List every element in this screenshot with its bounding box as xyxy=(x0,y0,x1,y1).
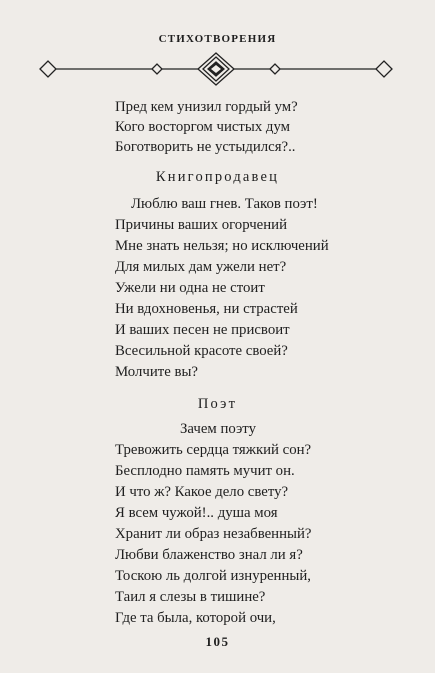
poem-line: Люблю ваш гнев. Таков поэт! xyxy=(131,196,318,212)
ornament-divider-icon xyxy=(38,52,394,86)
poem-line: Таил я слезы в тишине? xyxy=(115,589,266,605)
poem-line: Бесплодно память мучит он. xyxy=(115,463,295,479)
poem-line: Для милых дам ужели нет? xyxy=(115,259,287,275)
page-number: 105 xyxy=(205,634,230,649)
poem-line: Пред кем унизил гордый ум? xyxy=(115,99,298,115)
speaker-heading: Книгопродавец xyxy=(155,169,280,185)
running-title: СТИХОТВОРЕНИЯ xyxy=(158,33,277,45)
poem-line: Любви блаженство знал ли я? xyxy=(115,547,303,563)
poem-line: Всесильной красоте своей? xyxy=(115,343,288,359)
poem-line: Хранит ли образ незабвенный? xyxy=(115,526,312,542)
poem-line: Молчите вы? xyxy=(115,364,198,380)
poem-line: Где та была, которой очи, xyxy=(115,610,276,626)
poem-line: Кого восторгом чистых дум xyxy=(115,119,291,135)
poem-line: Ужели ни одна не стоит xyxy=(115,280,265,296)
poem-line: Причины ваших огорчений xyxy=(115,217,287,233)
poem-line: И что ж? Какое дело свету? xyxy=(115,484,289,500)
poem-line: Зачем поэту xyxy=(180,421,256,437)
poem-line: Ни вдохновенья, ни страстей xyxy=(115,301,298,317)
poem-line: Тоскою ль долгой изнуренный, xyxy=(115,568,311,584)
poem-line: Я всем чужой!.. душа моя xyxy=(115,505,278,521)
poem-line: Мне знать нельзя; но исключений xyxy=(115,238,329,254)
poem-line: Боготворить не устыдился?.. xyxy=(115,139,296,155)
poem-line: И ваших песен не присвоит xyxy=(115,322,290,338)
poem-line: Тревожить сердца тяжкий сон? xyxy=(115,442,312,458)
speaker-heading: Поэт xyxy=(197,396,238,412)
